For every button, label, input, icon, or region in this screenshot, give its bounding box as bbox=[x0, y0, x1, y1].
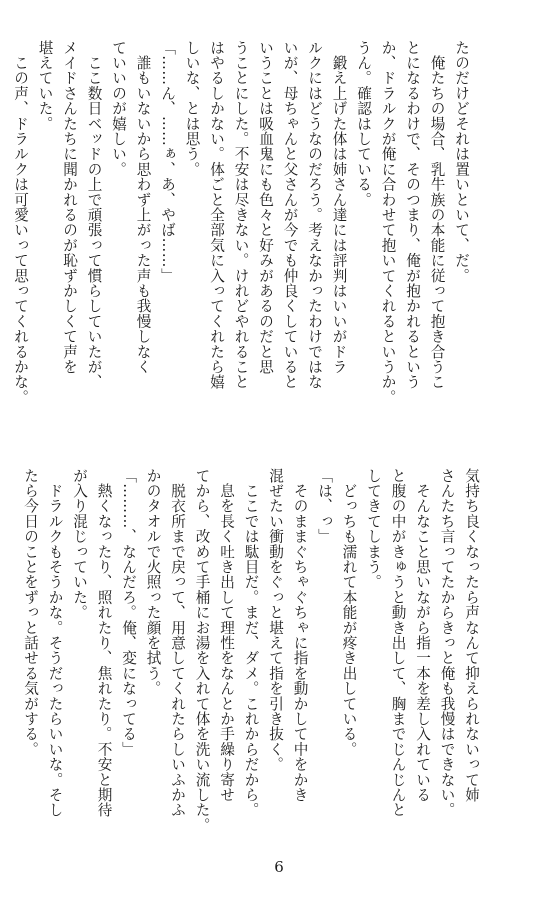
text-line: しいな、とは思う。 bbox=[183, 40, 201, 177]
text-line: この声、ドラルクは可愛いって思ってくれるかな。 bbox=[12, 40, 29, 405]
text-line: 俺たちの場合、乳牛族の本能に従って抱き合うこ bbox=[428, 40, 446, 390]
text-line: 「は、っ」 bbox=[316, 468, 333, 544]
text-line: か、ドラルクが俺に合わせて抱いてくれるというか。 bbox=[379, 40, 397, 405]
text-line: 「……ん、……ぁ、あ、やば……」 bbox=[159, 40, 176, 284]
text-line: そのままぐちゃぐちゃに指を動かして中をかき bbox=[291, 468, 309, 803]
text-line: ここでは駄目だ。まだ、ダメ。これからだから。 bbox=[242, 468, 260, 818]
text-line: うん。確認はしている。 bbox=[355, 40, 372, 208]
text-line: はやるしかない。体ごと全部気に入ってくれたら嬉 bbox=[208, 40, 225, 390]
text-line: さんたち言ってたからきっと俺も我慢はできない。 bbox=[438, 468, 456, 818]
text-line: てから、改めて手桶にお湯を入れて体を洗い流した。 bbox=[193, 468, 211, 833]
text-line: 鍛え上げた体は姉さん達には評判はいいがドラ bbox=[330, 40, 348, 375]
text-line: ドラルクもそうかな。そうだったらいいな。そし bbox=[46, 468, 64, 818]
text-block-upper bbox=[8, 40, 474, 420]
text-line: メイドさんたちに聞かれるのが恥ずかしくて声を bbox=[61, 40, 78, 375]
text-line: 気持ち良くなったら声なんて抑えられないって姉 bbox=[463, 468, 480, 803]
text-line: 「………、なんだろ。俺、変になってる」 bbox=[120, 468, 137, 757]
text-line: ここ数日ベッドの上で頑張って慣らしていたが、 bbox=[85, 40, 103, 390]
text-line: いうことは吸血鬼にも色々と好みがあるのだと思 bbox=[257, 40, 274, 375]
text-line: が入り混じっていた。 bbox=[71, 468, 88, 620]
text-line: ルクにはどうなのだろう。考えなかったわけではな bbox=[306, 40, 323, 390]
text-line: そんなこと思いながら指一本を差し入れている bbox=[414, 468, 431, 803]
text-line: うことにした。不安は尽きない。けれどやれること bbox=[232, 40, 250, 390]
text-line: たのだけどそれは置いといて、だ。 bbox=[453, 40, 470, 284]
text-line: いが、母ちゃんと父さんが今でも仲良くしていると bbox=[281, 40, 299, 390]
text-line: ていいのが嬉しい。 bbox=[110, 40, 127, 177]
text-block-lower bbox=[18, 468, 484, 848]
page-number: 6 bbox=[274, 858, 284, 876]
text-line: どっちも濡れて本能が疼き出している。 bbox=[340, 468, 358, 757]
text-line: かのタオルで火照った顔を拭う。 bbox=[144, 468, 162, 696]
text-line: 脱衣所まで戻って、用意してくれたらしいふかふ bbox=[169, 468, 186, 818]
text-line: してきてしまう。 bbox=[365, 468, 382, 590]
text-line: 堪えていた。 bbox=[36, 40, 54, 132]
text-line: 誰もいないから思わず上がった声も我慢しなく bbox=[134, 40, 152, 375]
text-line: と腹の中がきゅうと動き出して、胸までじんじんと bbox=[389, 468, 407, 818]
text-line: とになるわけで、そのつまり、俺が抱かれるという bbox=[404, 40, 421, 390]
text-line: 熱くなったり、照れたり、焦れたり。不安と期待 bbox=[95, 468, 113, 818]
text-line: 混ぜたい衝動をぐっと堪えて指を引き抜く。 bbox=[267, 468, 284, 772]
text-line: たら今日のことをずっと話せる気がする。 bbox=[22, 468, 39, 757]
text-line: 息を長く吐き出して理性をなんとか手繰り寄せ bbox=[218, 468, 235, 803]
